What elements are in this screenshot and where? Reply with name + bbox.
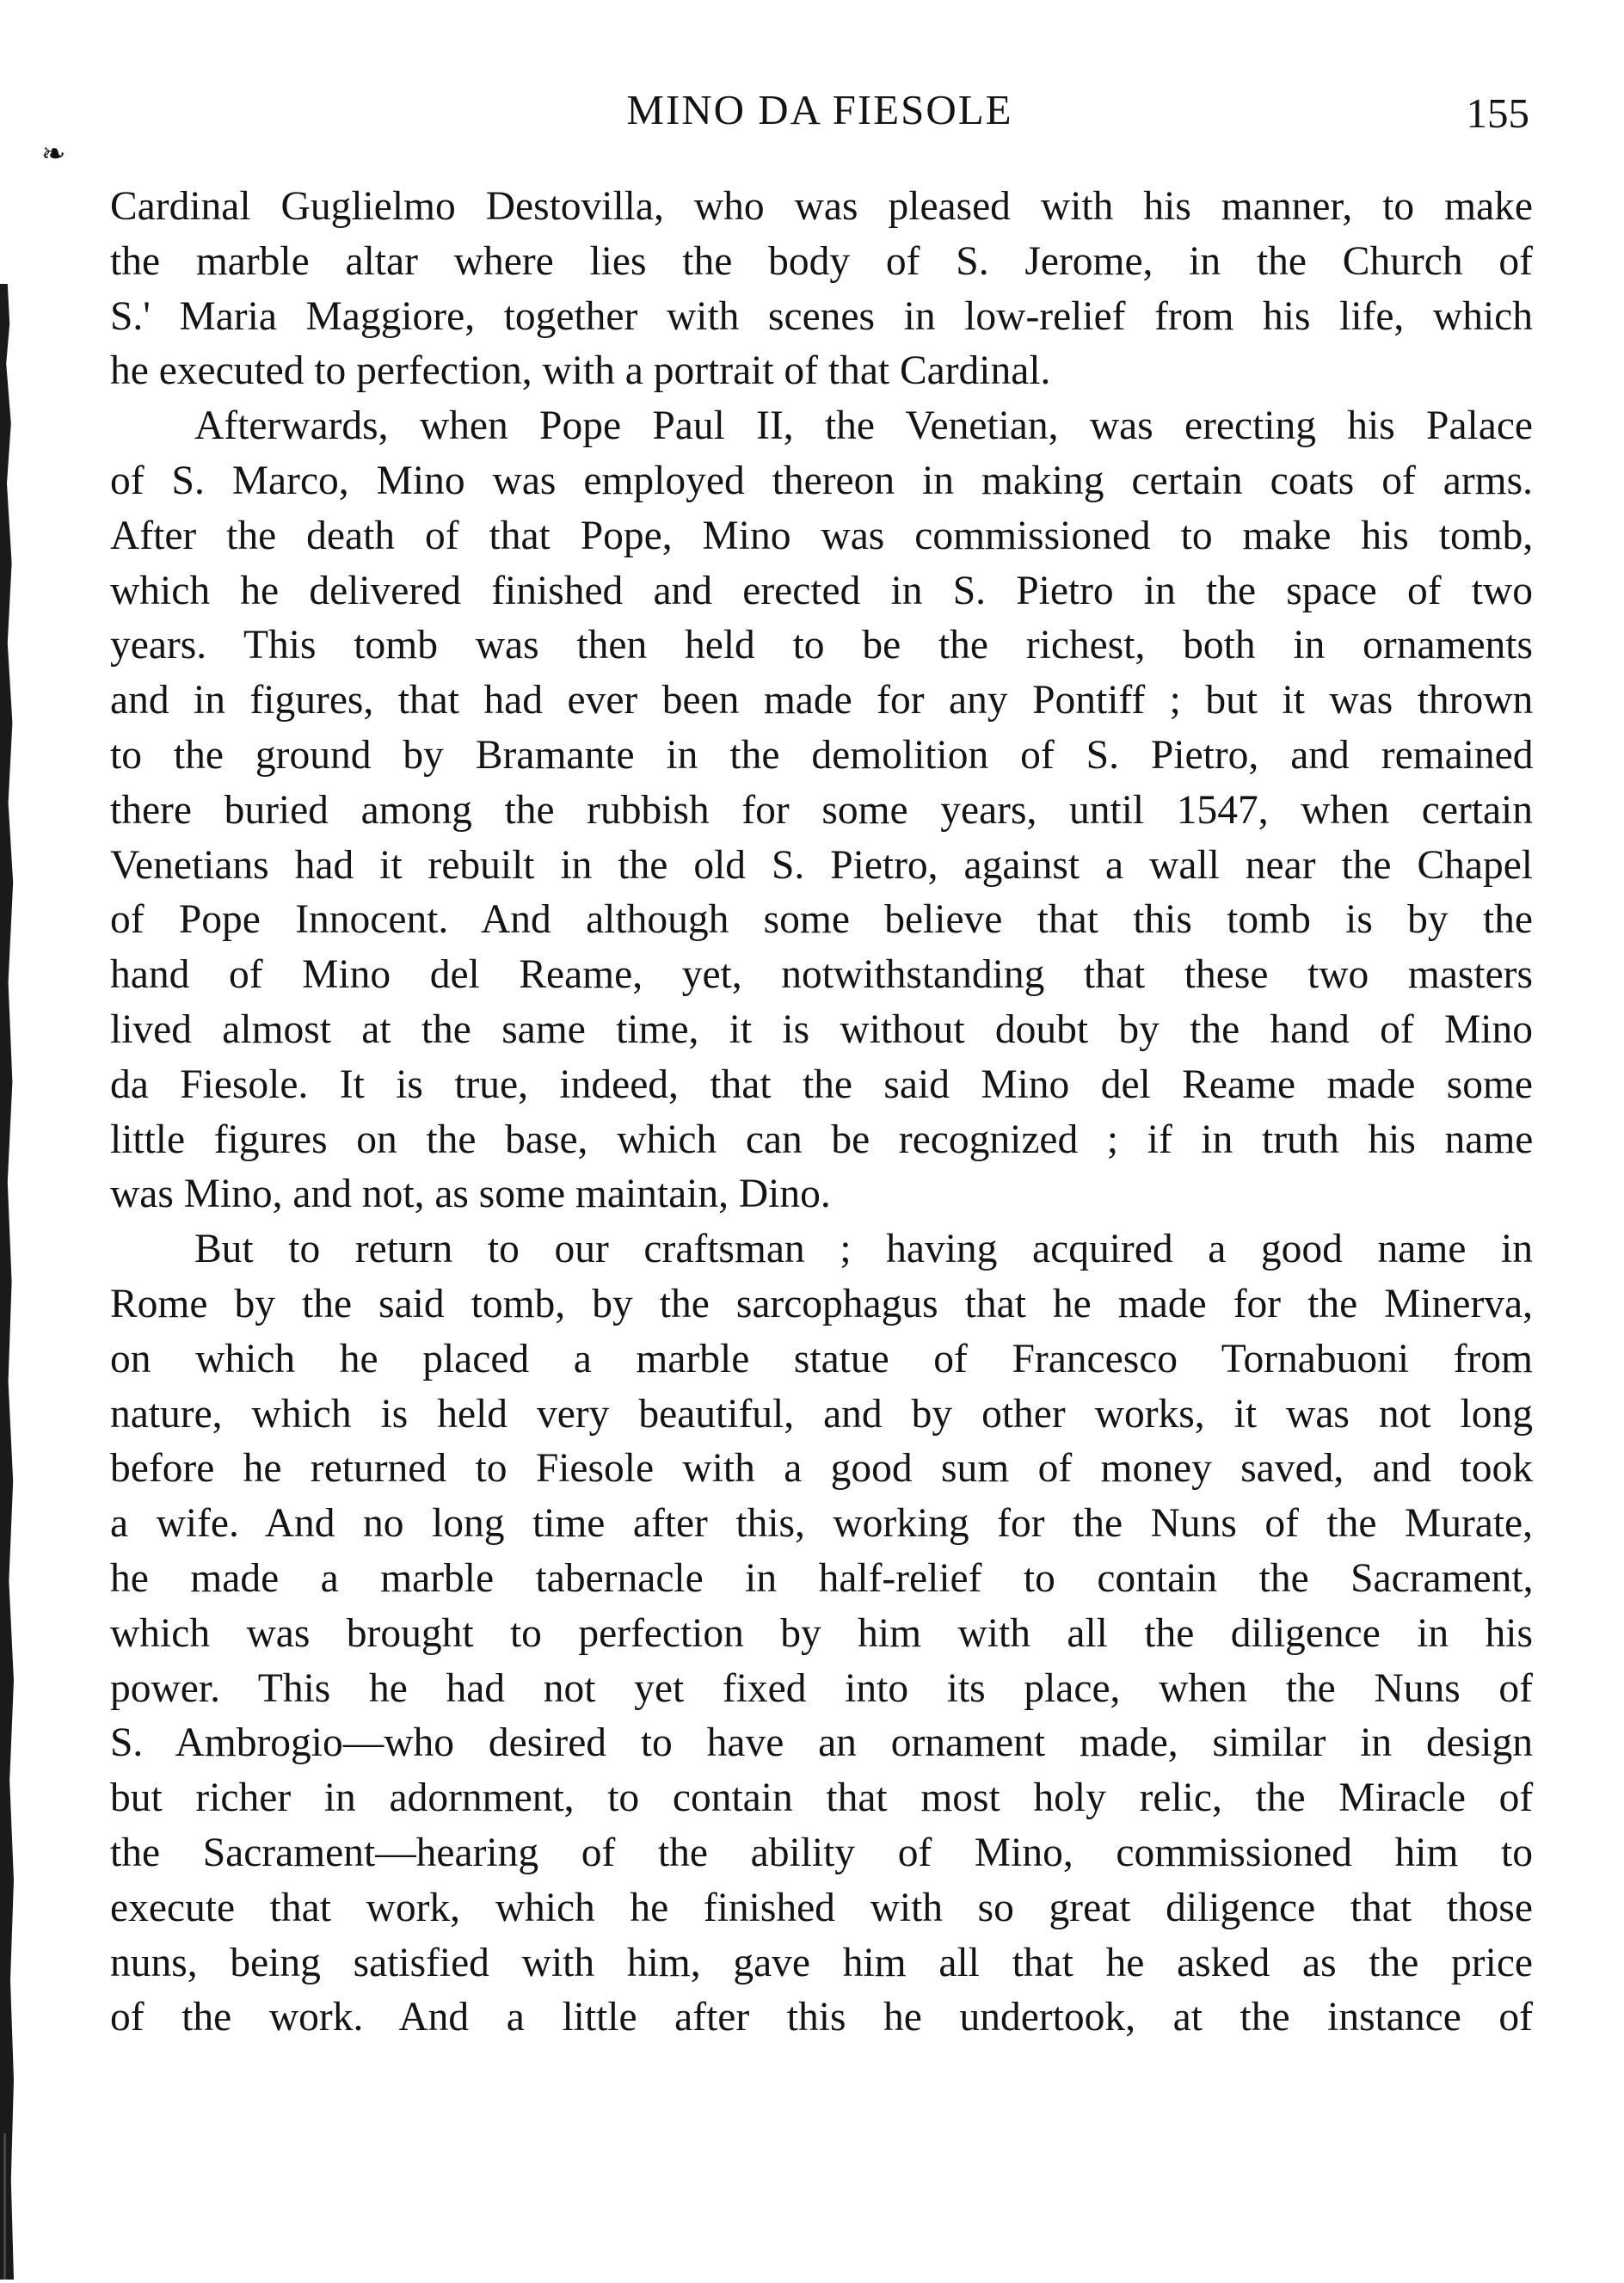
- text-line: and in figures, that had ever been made for any Pontiff ; but it was thrown: [110, 678, 1534, 723]
- text-line: S.' Maria Maggiore, together with scenes in low-relief from his life, which: [110, 293, 1533, 339]
- text-line: lived almost at the same time, it is without doubt by the hand of Mino: [110, 1006, 1533, 1052]
- text-line: which he delivered finished and erected in S. Pietro in the space of two: [110, 568, 1533, 613]
- binding-edge-line: [3, 2133, 6, 2280]
- text-line: before he returned to Fiesole with a good sum of money saved, and took: [110, 1446, 1533, 1492]
- text-line: a wife. And no long time after this, working for the Nuns of the Murate,: [110, 1501, 1533, 1547]
- body-text: [110, 180, 1533, 2046]
- text-line: little figures on the base, which can be recognized ; if in truth his name: [110, 1117, 1534, 1162]
- text-line: nuns, being satisfied with him, gave him all that he asked as the price: [110, 1940, 1533, 1985]
- text-line: Rome by the said tomb, by the sarcophagus that he made for the Minerva,: [110, 1281, 1533, 1326]
- text-line: to the ground by Bramante in the demolition of S. Pietro, and remained: [110, 732, 1534, 778]
- text-line: S. Ambrogio—who desired to have an ornament made, similar in design: [110, 1720, 1533, 1766]
- text-line: power. This he had not yet fixed into its place, when the Nuns of: [110, 1665, 1533, 1711]
- text-line: was Mino, and not, as some maintain, Dino.: [110, 1172, 831, 1217]
- text-line: the Sacrament—hearing of the ability of Mino, commissioned him to: [110, 1830, 1533, 1875]
- page-header: [110, 76, 1529, 145]
- text-line: After the death of that Pope, Mino was commissioned to make his tomb,: [110, 513, 1534, 558]
- text-line: Venetians had it rebuilt in the old S. Pietro, against a wall near the Chapel: [110, 842, 1533, 888]
- text-line: the marble altar where lies the body of S. Jerome, in the Church of: [110, 238, 1533, 284]
- text-line: there buried among the rubbish for some years, until 1547, when certain: [110, 787, 1533, 833]
- text-line: of the work. And a little after this he undertook, at the instance of: [110, 1995, 1533, 2040]
- text-line: which was brought to perfection by him with all the diligence in his: [110, 1610, 1533, 1656]
- text-line: of Pope Innocent. And although some believe that this tomb is by the: [110, 897, 1533, 943]
- text-line: but richer in adornment, to contain that most holy relic, the Miracle of: [110, 1775, 1534, 1821]
- text-line: years. This tomb was then held to be the richest, both in ornaments: [110, 623, 1533, 668]
- text-line: of S. Marco, Mino was employed thereon in making certain coats of arms.: [110, 458, 1533, 503]
- running-head: MINO DA FIESOLE: [626, 86, 1013, 133]
- margin-mark-icon: ❧: [41, 138, 66, 170]
- text-line: Afterwards, when Pope Paul II, the Venetian, was erecting his Palace: [194, 403, 1533, 449]
- text-line: he executed to perfection, with a portrait of that Cardinal.: [110, 348, 1051, 394]
- text-line: nature, which is held very beautiful, and by other works, it was not long: [110, 1391, 1533, 1437]
- text-line: execute that work, which he finished with so great diligence that those: [110, 1885, 1533, 1930]
- text-line: da Fiesole. It is true, indeed, that the said Mino del Reame made some: [110, 1062, 1533, 1107]
- text-line: But to return to our craftsman ; having acquired a good name in: [194, 1227, 1533, 1272]
- text-line: he made a marble tabernacle in half-relief to contain the Sacrament,: [110, 1555, 1534, 1601]
- text-line: on which he placed a marble statue of Francesco Tornabuoni from: [110, 1336, 1533, 1381]
- binding-edge-shadow: [0, 284, 14, 2280]
- text-line: Cardinal Guglielmo Destovilla, who was pleased with his manner, to make: [110, 184, 1533, 229]
- text-line: hand of Mino del Reame, yet, notwithstanding that these two masters: [110, 952, 1533, 998]
- page-number: 155: [1466, 89, 1529, 137]
